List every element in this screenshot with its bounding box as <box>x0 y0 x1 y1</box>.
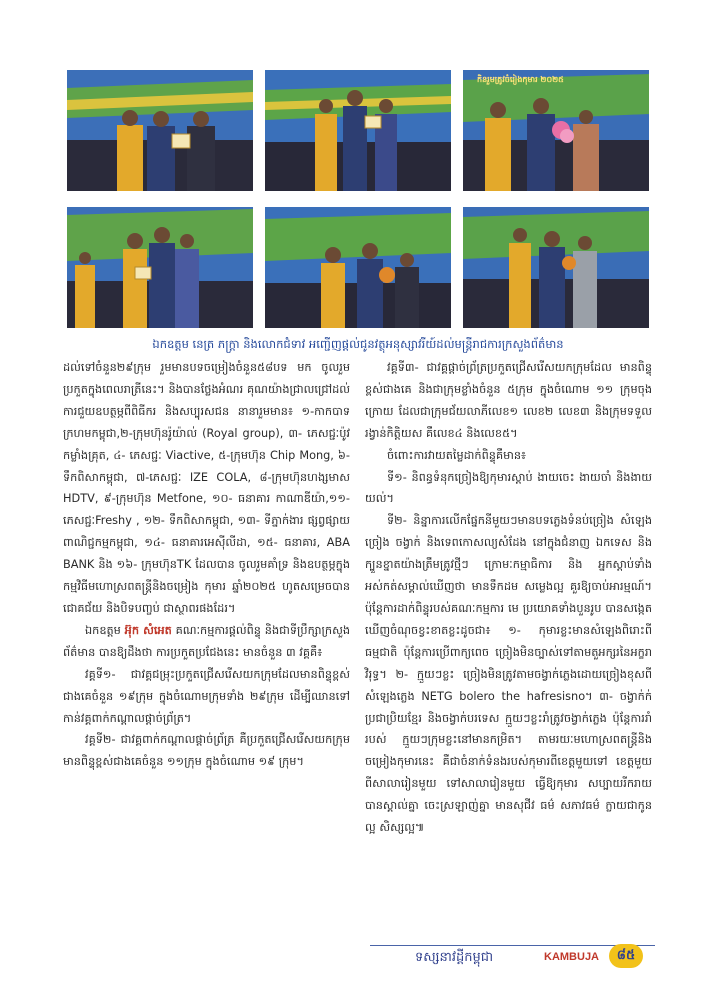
photo-award-4 <box>67 207 253 328</box>
photo-caption: ឯកឧត្តម នេត្រ ភក្ត្រា និងលោកជំទាវ អញ្ជើញផ្ដល់ជូនវត្ថុអនុស្សាវរីយ៍ដល់មន្ត្រីរាជការក្រសួងព័ត៌មាន <box>152 337 564 351</box>
paragraph: ទី២- និន្នាការលើកផ្នែកនីមួយៗមានបទភ្លេងទំនប់ច្រៀង សំឡេងច្រៀង ចង្វាក់ និងទេពកោសល្យសំដែង នៅក្នុងជំនាញ ឯកទេស និងក្បួនខ្នាតយ៉ាងត្រឹមត្រូវថ្មីៗ ក្រោមៈកម្មាធិការ និង អ្នកស្ដាប់ទាំងអស់កត់សម្គាល់ឃើញថា មានទឹកដម សម្លេងល្អ គួរឱ្យចាប់អារម្មណ៍។ ប៉ុន្តែការដាក់ពិន្ទុរបស់គណៈកម្មការ មេ ប្រយោគទាំងបួនរូប បានសង្កេតឃើញចំណុចខ្វះខាតខ្លះដូចជា៖ ១- កុមារខ្លះមានសំឡេងពិរោះពីធម្មជាតិ ប៉ុន្តែការប្រើពាក្យពេច ច្រៀងមិនច្បាស់ទៅតាមតួអក្សរនៃអក្ខរាវិរុទ្ធ។ ២- ក្មួយៗខ្លះ ច្រៀងមិនត្រូវតាមចង្វាក់ភ្លេងដោយច្រៀងខុសពីសំឡេងភ្លេង NETG bolero the hafresisno។ ៣- ចង្វាក់ក់ប្រជាប្រិយខ្មែរ និងចង្វាក់បរទេស ក្មួយៗខ្លះរាំត្រូវចង្វាក់ភ្លេង ប៉ុន្តែការរាំរបស់ ក្មួយៗក្រុមខ្លះនៅមានកម្រិត។ តាមរយៈមហោស្រពតន្ត្រីនិង ចម្រៀងកុមារនេះ គឺជាចំនាក់ទំនងរបស់កុមារពីខេត្តមួយទៅ ខេត្តមួយ ពីសាលារៀនមួយ ទៅសាលារៀនមួយ ធ្វើឱ្យកុមារ សប្បាយរីករាយ បានស្គាល់គ្នា ចេះស្រឡាញ់គ្នា មានសុជីវ ធម៌ សភាវធម៌ ក្លាយជាកូនល្អ សិស្សល្អ៕ <box>365 514 652 835</box>
highlighted-name: អ៊ុក សំអេត <box>124 623 172 637</box>
photo-award-5 <box>265 207 451 328</box>
paragraph: ទី១- និពន្ធទំនុកច្រៀងឱ្យកុមារស្ដាប់ ងាយចេះ ងាយចាំ និងងាយយល់។ <box>365 470 652 506</box>
photo-award-2 <box>265 70 451 191</box>
magazine-title: ទស្សនាវដ្ដីកម្ពុជា <box>415 950 494 965</box>
photo-award-1 <box>67 70 253 191</box>
paragraph: វគ្គទី១- ជាវគ្គជម្រុះប្រកួតជ្រើសរើសយកក្រុមដែលមានពិន្ទុខ្ពស់ជាងគេចំនួន ១៩ក្រុម ក្នុងចំណោមក្រុមទាំង ២៩ក្រុម ដើម្បីឈានទៅកាន់វគ្គពាក់កណ្ដាលផ្ដាច់ព្រ័ត្រ។ <box>63 667 350 725</box>
photo-award-6 <box>463 207 649 328</box>
page-number: ៨៥ <box>609 944 643 968</box>
banner-text: កិនរួមត្រូវចំរៀងកុមារ ២០២៥ <box>477 75 564 84</box>
text-run: គណៈកម្មការផ្ដល់ពិន្ទុ និងជាទីប្រឹក្សាក្រសួងព័ត៌មាន បានឱ្យដឹងថា ការប្រកួតប្រជែងនេះ មានចំនួន ៣ វគ្គគឺ៖ <box>63 623 350 659</box>
paragraph: ដល់ទៅចំនួន២៩ក្រុម រួមមានបទចម្រៀងចំនួន៥៨បទ មក ចូលរួមប្រកួតក្នុងពេលរាត្រីនេះ។ និងបានថ្លែងអំណរ គុណយ៉ាងជ្រាលជ្រៅដល់ការជួយឧបត្ថម្ភពីពិធីករ និងសប្បុរសជន នានារួមមាន៖ ១-កាកបាទក្រហមកម្ពុជា,២-ក្រុមហ៊ុនរ៉ូយ៉ាល់ (Royal group), ៣- ភេសជ្ជៈប៉ូវកម្លាំងគ្រុត, ៤- ភេសជ្ជៈ Viactive, ៥-ក្រុមហ៊ុន Chip Mong, ៦-ទឹកពិសាកម្ពុជា, ៧-ភេសជ្ជៈ IZE COLA, ៨-ក្រុមហ៊ុនហង្សមាស HDTV, ៩-ក្រុមហ៊ុន Metfone, ១០- ធនាគារ កាណាឌីយ៉ា,១១- ភេសជ្ជៈFreshy , ១២- ទឹកពិសាកម្ពុជា, ១៣- ទីភ្នាក់ងារ ផ្សព្វផ្សាយពាណិជ្ជកម្មកម្ពុជា, ១៤- ធនាគារអេស៊ីលីដា, ១៥- ធនាគារ, ABA BANK និង ១៦- ក្រុមហ៊ុនTK ដែលបាន ចូលរួមគាំទ្រ និងឧបត្ថម្ភក្នុងកម្មវិធីមហោស្រពតន្ត្រីនិងចម្រៀង កុមារ ឆ្នាំ២០២៥ ហូតសម្រេចបានជោគជ័យ និងបិទបញ្ចប់ ជាស្ថាពរផងដែរ។ <box>63 361 350 615</box>
paragraph: វគ្គទី៣- ជាវគ្គផ្ដាច់ព្រ័ត្រប្រកួតជ្រើសរើសយកក្រុមដែល មានពិន្ទុខ្ពស់ជាងគេ និងជាក្រុមខ្លាំងចំនួន ៥ក្រុម ក្នុងចំណោម ១១ ក្រុមចុងក្រោយ ដែលជាក្រុមជ័យលាភីលេខ១ លេខ២ លេខ៣ និងក្រុមទទួលរង្វាន់កិត្តិយស គឺលេខ៤ និងលេខ៥។ <box>365 361 652 440</box>
paragraph <box>63 620 350 664</box>
article-left-column <box>63 357 350 773</box>
photo-award-3 <box>463 70 649 191</box>
text-run: ឯកឧត្តម <box>85 623 125 637</box>
photo-grid <box>67 70 649 330</box>
paragraph: វគ្គទី២- ជាវគ្គពាក់កណ្ដាលផ្ដាច់ព្រ័ត្រ គឺប្រកួតជ្រើសរើសយកក្រុមមានពិន្ទុខ្ពស់ជាងគេចំនួន ១១ក្រុម ក្នុងចំណោម ១៩ ក្រុម។ <box>63 733 350 769</box>
magazine-brand: KAMBUJA <box>544 951 599 963</box>
article-right-column <box>365 357 652 839</box>
paragraph: ចំពោះការវាយតម្លៃដាក់ពិន្ទុគឺមាន៖ <box>387 448 527 462</box>
